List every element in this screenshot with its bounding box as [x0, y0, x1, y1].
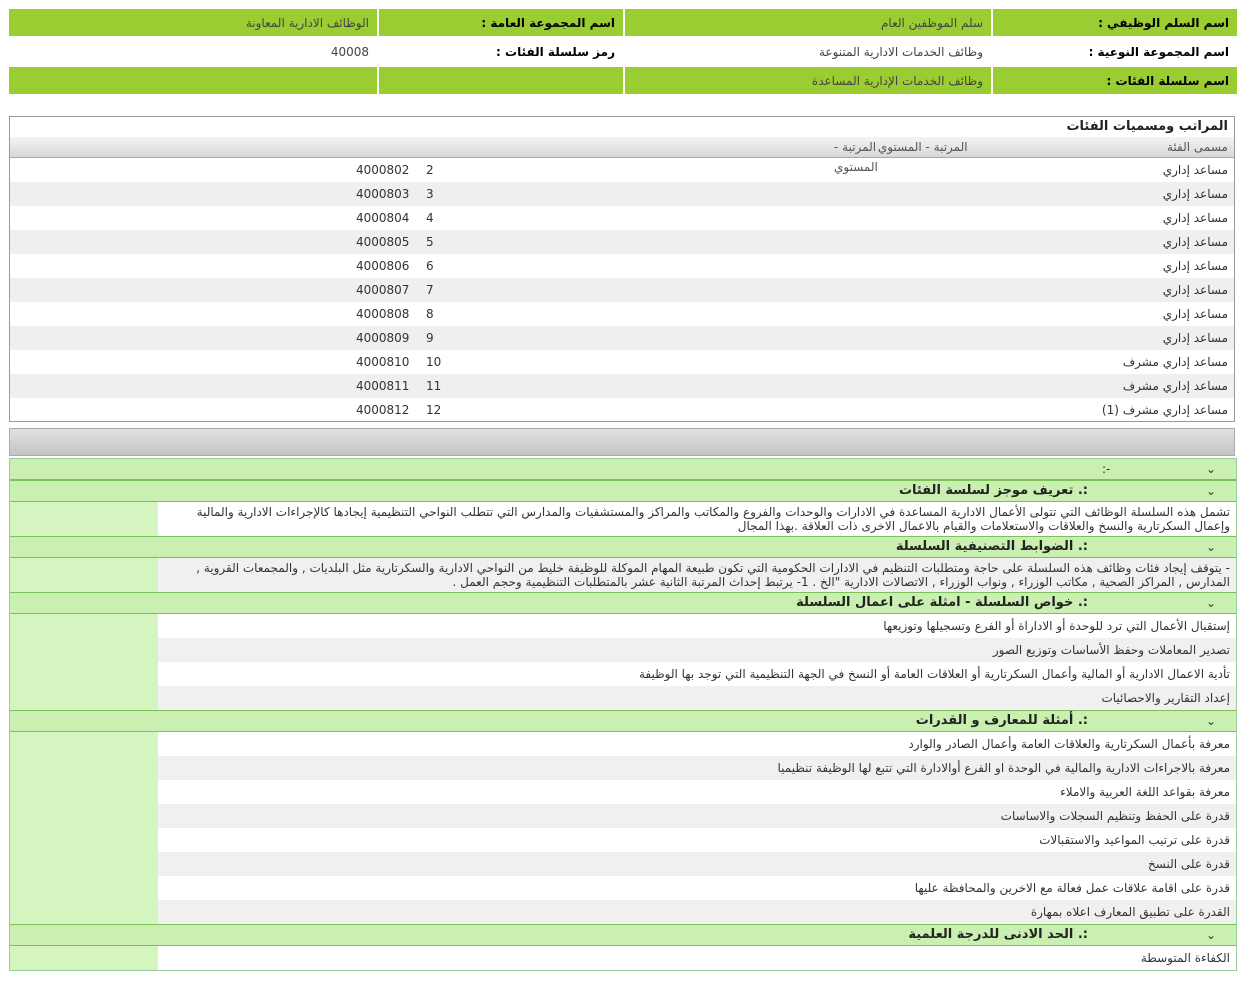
chevron-down-icon[interactable]: ⌄: [1205, 462, 1216, 476]
grade-level: 2: [426, 163, 434, 177]
col-header-code-label: المرتبة - المستوي: [834, 140, 878, 174]
series-details: [9, 458, 1237, 971]
list-item: [10, 828, 1236, 852]
grade-title: مساعد إداري مشرف (1): [1101, 403, 1228, 417]
grade-title: مساعد إداري: [1162, 187, 1228, 201]
duties-list: [10, 614, 1236, 710]
grade-code: 4000805: [356, 235, 410, 249]
grade-level: 3: [426, 187, 434, 201]
grade-code: 4000808: [356, 307, 410, 321]
list-item: [10, 780, 1236, 804]
list-item: [10, 756, 1236, 780]
grade-code: 4000802: [356, 163, 410, 177]
header-row-3: [9, 67, 1237, 96]
list-item-text: إعداد التقارير والاحصائيات: [158, 686, 1236, 710]
series-code-label: رمز سلسلة الفئات :: [377, 38, 623, 67]
col-header-title: مسمى الفئة: [1166, 140, 1228, 154]
grades-title: المراتب ومسميات الفئات: [1066, 119, 1228, 134]
type-group-value: وظائف الخدمات الادارية المتنوعة: [623, 38, 991, 67]
side-cell: [10, 732, 158, 756]
list-item-text: القدرة على تطبيق المعارف اعلاه بمهارة: [158, 900, 1236, 924]
grade-row: [10, 302, 1234, 326]
side-cell: [10, 852, 158, 876]
grade-row: [10, 374, 1234, 398]
definition-text-row: [10, 502, 1236, 536]
list-item-text: تأدية الاعمال الادارية أو المالية وأعمال السكرتارية أو العلاقات العامة أو النسخ في الجهة التنظيمية التي توجد بها الوظيفة: [638, 667, 1230, 681]
grade-code: 4000803: [356, 187, 410, 201]
grade-title: مساعد إداري: [1162, 259, 1228, 273]
chevron-down-icon[interactable]: ⌄: [1205, 928, 1216, 942]
scale-label: اسم السلم الوظيفي :: [991, 9, 1237, 38]
side-cell: [10, 946, 158, 970]
empty-cell: [377, 67, 623, 96]
header-row-1: [9, 9, 1237, 38]
grade-level: 11: [426, 379, 442, 393]
section-title: :. تعريف موجز لسلسة الفئات: [898, 483, 1088, 498]
list-item-text: معرفة بأعمال السكرتارية والعلاقات العامة وأعمال الصادر والوارد: [908, 737, 1230, 751]
grade-level: 5: [426, 235, 434, 249]
series-code-value: 40008: [9, 38, 377, 67]
grade-code: 4000807: [356, 283, 410, 297]
list-item-text: قدرة على ترتيب المواعيد والاستقبالات: [1039, 833, 1230, 847]
grade-row: [10, 206, 1234, 230]
side-cell: [10, 804, 158, 828]
section-title: :. الحد الادنى للدرجة العلمية: [908, 927, 1088, 942]
side-cell: [10, 686, 158, 710]
grade-title: مساعد إداري: [1162, 283, 1228, 297]
list-item: [10, 804, 1236, 828]
grade-code: 4000804: [356, 211, 410, 225]
group-value: الوظائف الادارية المعاونة: [9, 9, 377, 38]
list-item: [10, 614, 1236, 638]
grade-row: [10, 398, 1234, 422]
grade-title: مساعد إداري مشرف: [1122, 379, 1228, 393]
list-item: [10, 876, 1236, 900]
list-item-text: قدرة على اقامة علاقات عمل فعالة مع الاخرين والمحافظة عليها: [914, 881, 1230, 895]
grade-level: 6: [426, 259, 434, 273]
list-item-text: قدرة على الحفظ وتنظيم السجلات والاساسات: [158, 804, 1236, 828]
list-item: [10, 852, 1236, 876]
grade-row: [10, 350, 1234, 374]
grade-row: [10, 182, 1234, 206]
side-cell: [10, 828, 158, 852]
grade-row: [10, 230, 1234, 254]
empty-cell: [9, 67, 377, 96]
list-item: [10, 900, 1236, 924]
list-item-text: الكفاءة المتوسطة: [1140, 951, 1230, 965]
list-item-text: قدرة على النسخ: [158, 852, 1236, 876]
header-row-2: [9, 38, 1237, 67]
grade-level: 10: [426, 355, 442, 369]
side-cell: [10, 876, 158, 900]
list-item: [10, 686, 1236, 710]
list-item: [10, 638, 1236, 662]
definition-text: تشمل هذه السلسلة الوظائف التي تتولى الأعمال الادارية المساعدة في الادارات والوحدات والفروع والمكاتب والمراكز والمستشفيات والمدارس التي تتطلب النواحي التنظيمية إيجادها كالإجراءات الادارية والمالية وإعمال السكرتارية والنسخ والعلاقات والاستعلامات والقيام بالاعمال الاخرى ذات العلاقة .بهذا المجال: [196, 505, 1230, 533]
grade-title: مساعد إداري: [1162, 307, 1228, 321]
rules-text: - يتوقف إيجاد فئات وظائف هذه السلسلة على حاجة ومتطلبات التنظيم في الادارات الحكومية التي تكون طبيعة المهام الموكلة للوظيفة خليط من النواحي الادارية والسكرتارية مثل البلديات , والمجمعات القروية , المدارس , المراكز الصحية , مكاتب الوزراء , ونواب الوزراء , الاتصالات الادارية "الخ . 1- يرتبط إحداث المرتبة الثانية عشر بالمتطلبات التنظيمية وحجم العمل .: [158, 558, 1236, 592]
section-header-empty[interactable]: [10, 459, 1236, 480]
grades-body: [10, 158, 1234, 422]
grade-code: 4000810: [356, 355, 410, 369]
section-divider-bar: [9, 428, 1235, 456]
series-header: [9, 9, 1237, 96]
series-name-label: اسم سلسلة الفئات :: [991, 67, 1237, 96]
grades-table: [9, 116, 1235, 422]
grade-level: 12: [426, 403, 442, 417]
side-cell: [10, 662, 158, 686]
grade-code: 4000811: [356, 379, 410, 393]
side-cell: [10, 638, 158, 662]
grade-code: 4000812: [356, 403, 410, 417]
grade-title: مساعد إداري: [1162, 163, 1228, 177]
side-cell: [10, 900, 158, 924]
grade-title: مساعد إداري: [1162, 235, 1228, 249]
chevron-down-icon[interactable]: ⌄: [1205, 484, 1216, 498]
group-label: اسم المجموعة العامة :: [377, 9, 623, 38]
chevron-down-icon[interactable]: ⌄: [1205, 540, 1216, 554]
list-item: [10, 946, 1236, 970]
list-item: [10, 732, 1236, 756]
list-item-text: إستقبال الأعمال التي ترد للوحدة أو الاداراة أو الفرع وتسجيلها وتوزيعها: [883, 619, 1230, 633]
section-title: :. الضوابط التصنيفية السلسلة: [895, 539, 1088, 554]
section-title: :. خواص السلسلة - امثلة على اعمال السلسلة: [796, 595, 1088, 610]
skills-list: [10, 732, 1236, 924]
grade-row: [10, 254, 1234, 278]
scale-value: سلم الموظفين العام: [623, 9, 991, 38]
grade-row: [10, 158, 1234, 182]
grade-row: [10, 326, 1234, 350]
series-name-value: وظائف الخدمات الإدارية المساعدة: [623, 67, 991, 96]
side-cell: [10, 614, 158, 638]
education-list: [10, 946, 1236, 970]
grade-level: 4: [426, 211, 434, 225]
grade-level: 8: [426, 307, 434, 321]
list-item-text: معرفة بالاجراءات الادارية والمالية في الوحدة او الفرع أوالادارة التي تتبع لها الوظيفة تنظيميا: [158, 756, 1236, 780]
section-title: :. أمثلة للمعارف و القدرات: [915, 713, 1088, 728]
list-item: [10, 662, 1236, 686]
section-skills[interactable]: [10, 710, 1236, 732]
grade-code: 4000809: [356, 331, 410, 345]
chevron-down-icon[interactable]: ⌄: [1205, 596, 1216, 610]
list-item-text: تصدير المعاملات وحفظ الأساسات وتوزيع الصور: [158, 638, 1236, 662]
section-rules[interactable]: [10, 536, 1236, 558]
chevron-down-icon[interactable]: ⌄: [1205, 714, 1216, 728]
side-cell: [10, 502, 158, 536]
section-definition[interactable]: [10, 480, 1236, 502]
section-duties[interactable]: [10, 592, 1236, 614]
col-header-level: المرتبة - المستوي: [877, 140, 968, 154]
grade-title: مساعد إداري: [1162, 211, 1228, 225]
section-title: -:: [1102, 462, 1111, 476]
grade-title: مساعد إداري: [1162, 331, 1228, 345]
side-cell: [10, 780, 158, 804]
grade-code: 4000806: [356, 259, 410, 273]
list-item-text: معرفة بقواعد اللغة العربية والاملاء: [1060, 785, 1230, 799]
side-cell: [10, 558, 158, 592]
grade-title: مساعد إداري مشرف: [1122, 355, 1228, 369]
grade-level: 7: [426, 283, 434, 297]
grade-row: [10, 278, 1234, 302]
section-education[interactable]: [10, 924, 1236, 946]
rules-text-row: [10, 558, 1236, 592]
grade-level: 9: [426, 331, 434, 345]
type-group-label: اسم المجموعة النوعية :: [991, 38, 1237, 67]
side-cell: [10, 756, 158, 780]
